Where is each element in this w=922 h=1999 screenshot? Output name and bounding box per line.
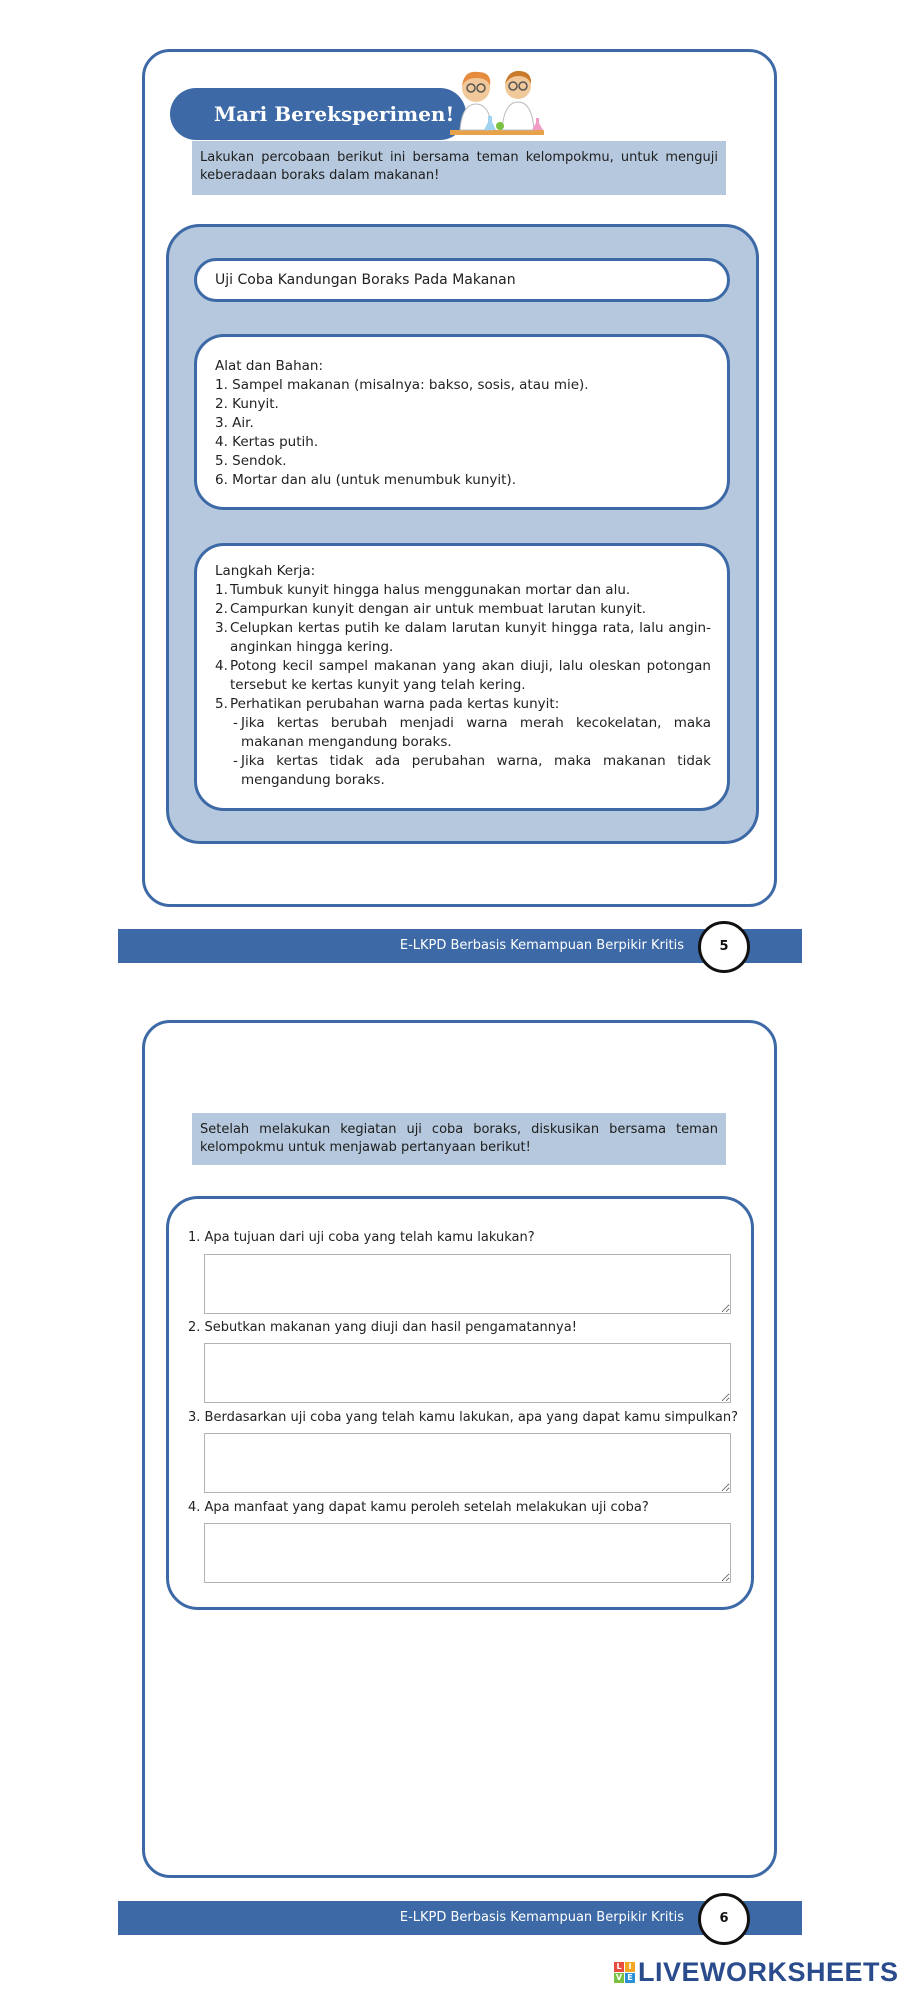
page-number: 5 bbox=[698, 921, 750, 973]
steps-list bbox=[215, 581, 711, 790]
steps-heading: Langkah Kerja: bbox=[215, 563, 316, 579]
step-number: 2. bbox=[215, 601, 228, 617]
dash-icon: - bbox=[233, 753, 238, 769]
step-number: 5. bbox=[215, 696, 228, 712]
sub-item bbox=[233, 714, 711, 752]
brand-name: LIVEWORKSHEETS bbox=[638, 1956, 899, 1987]
list-item bbox=[215, 695, 711, 714]
list-item bbox=[215, 657, 711, 695]
logo-letter: E bbox=[625, 1973, 635, 1983]
question-3: 3. Berdasarkan uji coba yang telah kamu lakukan, apa yang dapat kamu simpulkan? bbox=[188, 1410, 739, 1425]
instruction-banner: Lakukan percobaan berikut ini bersama teman kelompokmu, untuk menguji keberadaan boraks dalam makanan! bbox=[192, 141, 726, 195]
page-number: 6 bbox=[698, 1893, 750, 1945]
answer-field-2[interactable] bbox=[204, 1343, 731, 1403]
step-number: 4. bbox=[215, 658, 228, 674]
step-text: Celupkan kertas putih ke dalam larutan kunyit hingga rata, lalu angin-anginkan hingga kering. bbox=[230, 620, 711, 655]
materials-box bbox=[194, 334, 730, 510]
instruction-banner: Setelah melakukan kegiatan uji coba boraks, diskusikan bersama teman kelompokmu untuk menjawab pertanyaan berikut! bbox=[192, 1113, 726, 1165]
scientists-illustration bbox=[448, 68, 546, 142]
list-item: 1. Sampel makanan (misalnya: bakso, sosis, atau mie). bbox=[215, 377, 589, 393]
logo-letter: V bbox=[615, 1972, 623, 1982]
list-item bbox=[215, 581, 711, 600]
footer-text: E-LKPD Berbasis Kemampuan Berpikir Kritis bbox=[399, 1910, 684, 1925]
liveworksheets-logo-icon bbox=[614, 1962, 635, 1983]
activity-title: Mari Bereksperimen! bbox=[170, 88, 466, 140]
sub-item-text: Jika kertas tidak ada perubahan warna, maka makanan tidak mengandung boraks. bbox=[241, 753, 711, 788]
materials-list bbox=[215, 376, 709, 490]
list-item: 3. Air. bbox=[215, 415, 254, 431]
list-item: 4. Kertas putih. bbox=[215, 434, 319, 450]
page-footer bbox=[118, 929, 802, 963]
dash-icon: - bbox=[233, 715, 238, 731]
step-text: Tumbuk kunyit hingga halus menggunakan mortar dan alu. bbox=[230, 582, 631, 598]
step-number: 1. bbox=[215, 582, 228, 598]
liveworksheets-brand[interactable] bbox=[614, 1957, 899, 1987]
list-item: 5. Sendok. bbox=[215, 453, 287, 469]
steps-box bbox=[194, 543, 730, 811]
experiment-title: Uji Coba Kandungan Boraks Pada Makanan bbox=[194, 258, 730, 302]
logo-letter: I bbox=[625, 1962, 635, 1972]
list-item bbox=[215, 619, 711, 657]
answer-field-1[interactable] bbox=[204, 1254, 731, 1314]
answer-field-3[interactable] bbox=[204, 1433, 731, 1493]
answer-field-4[interactable] bbox=[204, 1523, 731, 1583]
logo-letter: L bbox=[614, 1962, 624, 1972]
sub-item-text: Jika kertas berubah menjadi warna merah kecokelatan, maka makanan mengandung boraks. bbox=[241, 715, 711, 750]
footer-text: E-LKPD Berbasis Kemampuan Berpikir Kritis bbox=[399, 938, 684, 953]
step-text: Campurkan kunyit dengan air untuk membuat larutan kunyit. bbox=[230, 601, 647, 617]
step-text: Perhatikan perubahan warna pada kertas kunyit: bbox=[230, 696, 560, 712]
step-number: 3. bbox=[215, 620, 228, 636]
list-item: 2. Kunyit. bbox=[215, 396, 279, 412]
step-text: Potong kecil sampel makanan yang akan diuji, lalu oleskan potongan tersebut ke kertas kunyit yang telah kering. bbox=[230, 658, 711, 693]
page-footer bbox=[118, 1901, 802, 1935]
question-2: 2. Sebutkan makanan yang diuji dan hasil pengamatannya! bbox=[188, 1320, 577, 1335]
list-item bbox=[215, 600, 711, 619]
sub-item bbox=[233, 752, 711, 790]
question-1: 1. Apa tujuan dari uji coba yang telah kamu lakukan? bbox=[188, 1230, 535, 1245]
materials-heading: Alat dan Bahan: bbox=[215, 358, 323, 374]
list-item: 6. Mortar dan alu (untuk menumbuk kunyit). bbox=[215, 472, 516, 488]
question-4: 4. Apa manfaat yang dapat kamu peroleh setelah melakukan uji coba? bbox=[188, 1500, 649, 1515]
